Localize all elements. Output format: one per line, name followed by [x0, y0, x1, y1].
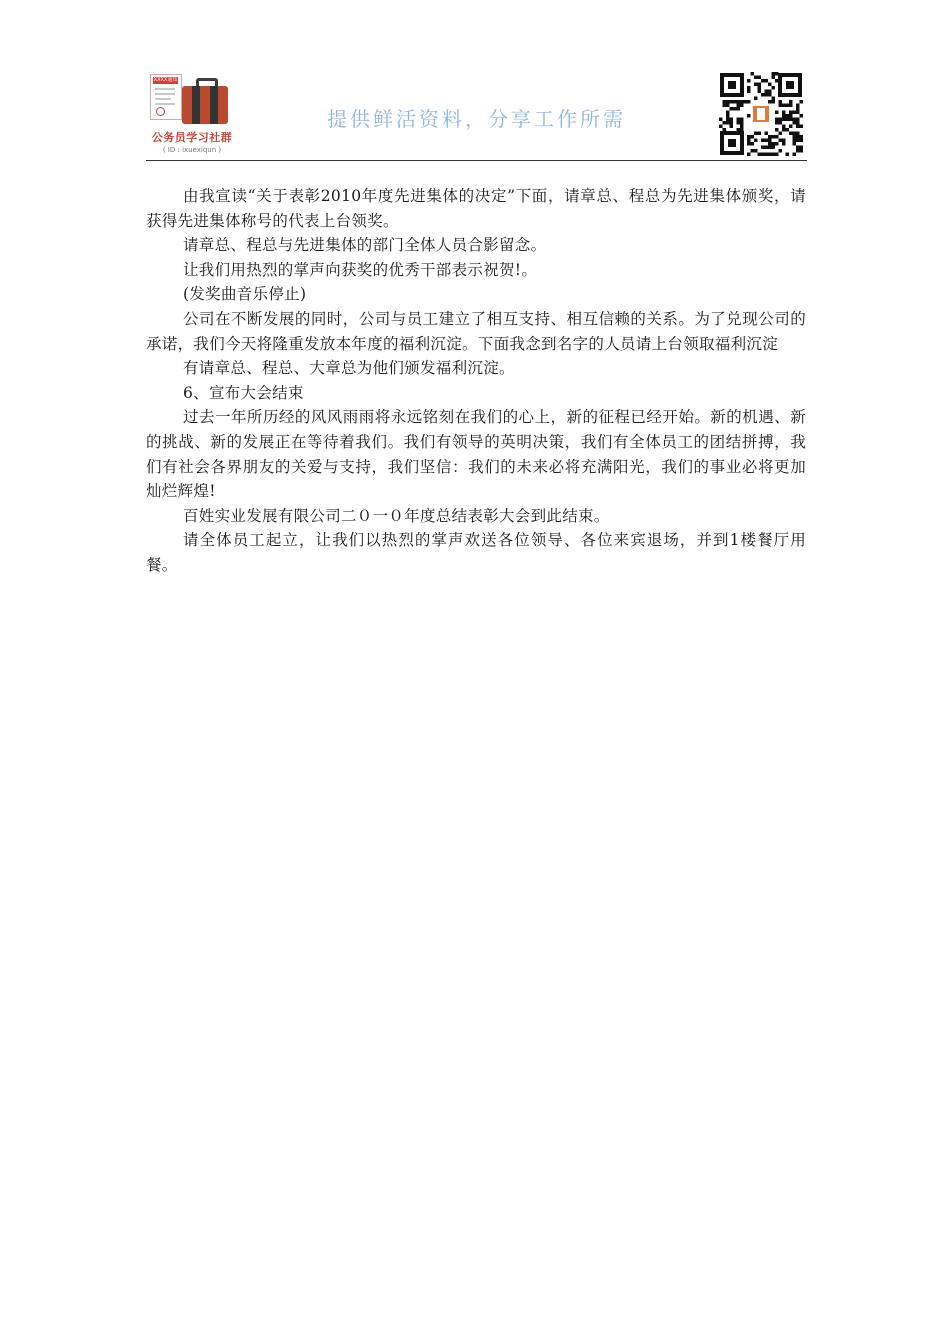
paragraph: 过去一年所历经的风风雨雨将永远铭刻在我们的心上，新的征程已经开始。新的机遇、新的挑战、新的发展正在等待着我们。我们有领导的英明决策，我们有全体员工的团结拼搏，我们有社会各界朋友的关爱与支持，我们坚信：我们的未来必将充满阳光，我们的事业必将更加灿烂辉煌!	[146, 408, 806, 501]
document-body	[146, 184, 806, 578]
paragraph: 请章总、程总与先进集体的部门全体人员合影留念。	[183, 236, 547, 255]
paragraph: 由我宣读“关于表彰2010年度先进集体的决定”下面，请章总、程总为先进集体颁奖，请获得先进集体称号的代表上台领奖。	[146, 187, 806, 230]
paragraph: (发奖曲音乐停止)	[183, 285, 307, 304]
logo-name: 公务员学习社群	[151, 131, 233, 144]
paragraph: 公司在不断发展的同时，公司与员工建立了相互支持、相互信赖的关系。为了兑现公司的承诺，我们今天将隆重发放本年度的福利沉淀。下面我念到名字的人员请上台领取福利沉淀	[146, 309, 806, 353]
page-header	[146, 66, 807, 162]
paragraph: 请全体员工起立，让我们以热烈的掌声欢送各位领导、各位来宾退场，并到1楼餐厅用餐。	[146, 531, 806, 574]
paragraph: 有请章总、程总、大章总为他们颁发福利沉淀。	[183, 359, 515, 378]
header-divider	[146, 160, 807, 161]
header-slogan: 提供鲜活资料，分享工作所需	[327, 107, 626, 131]
paragraph: 让我们用热烈的掌声向获奖的优秀干部表示祝贺!。	[183, 260, 538, 279]
logo-id: ( ID : ixuexiqun )	[162, 146, 222, 154]
qr-code-icon	[719, 72, 803, 156]
logo-tag: XXXX通知	[153, 77, 178, 83]
section-heading: 6、宣布大会结束	[183, 383, 304, 402]
paragraph: 百姓实业发展有限公司二０一０年度总结表彰大会到此结束。	[183, 506, 610, 525]
